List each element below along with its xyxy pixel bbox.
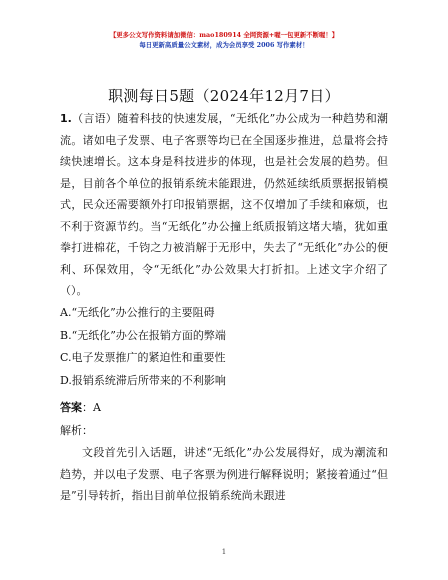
analysis-paragraph: 文段首先引入话题，讲述“无纸化”办公发展得好，成为潮流和趋势，并以电子发票、电子客票为例进行解释说明；紧接着通过“但是”引导转折，指出目前单位报销系统尚未跟进 bbox=[60, 446, 388, 502]
option-d: D.报销系统滞后所带来的不利影响 bbox=[60, 373, 226, 387]
option-c: C.电子发票推广的紧迫性和重要性 bbox=[60, 351, 226, 364]
question-paragraph bbox=[60, 108, 388, 302]
option-b: B.“无纸化”办公在报销方面的弊端 bbox=[60, 328, 226, 342]
question-number: 1. bbox=[60, 112, 72, 125]
analysis-label: 解析： bbox=[60, 424, 93, 437]
page-number: 1 bbox=[221, 548, 227, 556]
answer-line bbox=[60, 397, 388, 419]
promo-banner-line1: 【更多公文写作资料请加微信：mao180914 全网资源+喔一包更新不断喔！】 bbox=[109, 31, 339, 39]
question-text: （言语）随着科技的快速发展，“无纸化”办公成为一种趋势和潮流。诸如电子发票、电子客票等均已在全国逐步推进，总量将会持续快速增长。这本身是科技进步的体现，也是社会发展的趋势。但是，目前各个单位的报销系统未能跟进，仍然延续纸质票据报销模式，民众还需要额外打印报销票据，这不仅增加了手续和麻烦，也不利于资源节约。当“无纸化”办公撞上纸质报销这堵大墙，犹如重拳打进棉花，千钧之力被消解于无形中，失去了“无纸化”办公的便利、环保效用，令“无纸化”办公效果大打折扣。上述文字介绍了（）。 bbox=[60, 112, 388, 297]
answer-value: ：A bbox=[82, 401, 101, 414]
answer-label: 答案 bbox=[60, 401, 82, 414]
options-list bbox=[60, 302, 388, 392]
page-title: 职测每日5题（2024年12月7日） bbox=[108, 87, 340, 105]
promo-banner-line2: 每日更新高质量公文素材，成为会员享受 2006 写作素材！ bbox=[139, 41, 309, 49]
option-a: A.“无纸化”办公推行的主要阻碍 bbox=[60, 306, 215, 319]
